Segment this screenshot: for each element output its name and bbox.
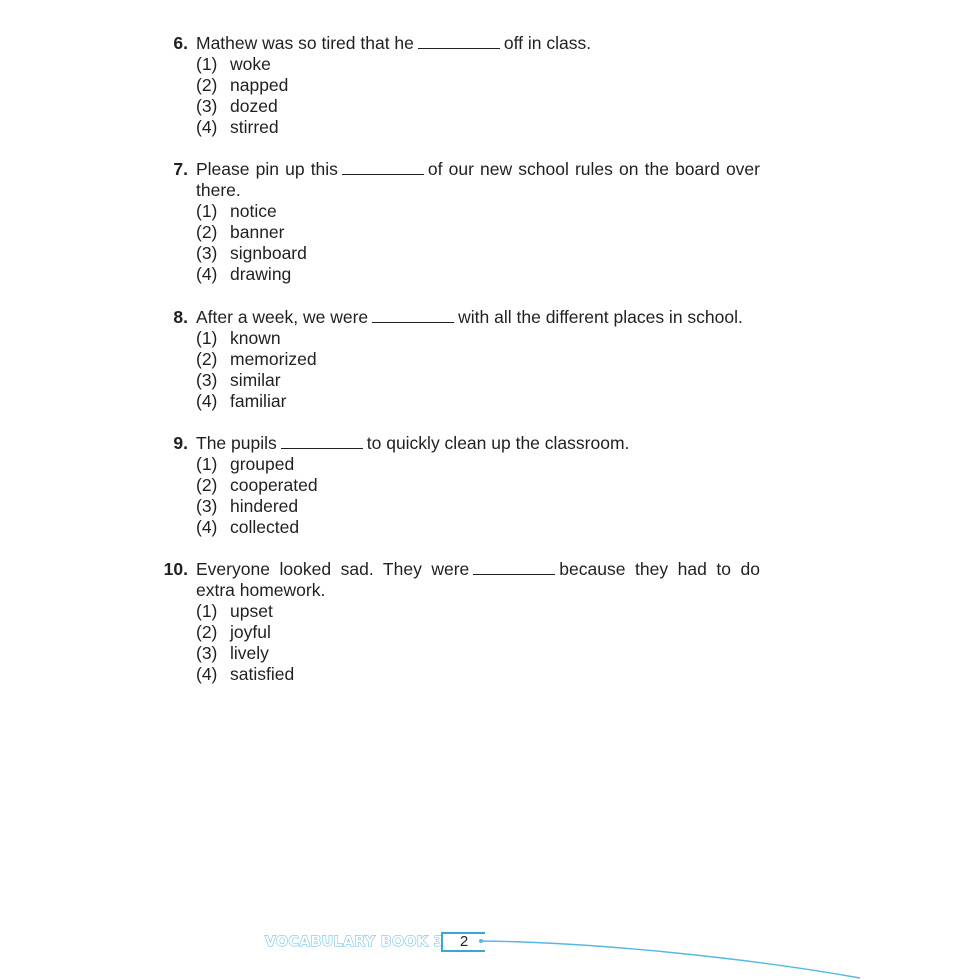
option-1: (1) grouped bbox=[196, 454, 295, 474]
book-title: VOCABULARY BOOK 3 bbox=[265, 934, 444, 950]
option-2: (2) memorized bbox=[196, 349, 317, 369]
question-stem bbox=[196, 159, 760, 201]
stem-after: because they had to do extra homework. bbox=[196, 559, 760, 600]
question-stem bbox=[196, 433, 760, 454]
question-9 bbox=[160, 433, 760, 538]
page-footer bbox=[0, 920, 980, 980]
option-1: (1) notice bbox=[196, 201, 277, 221]
answer-blank bbox=[473, 560, 555, 575]
question-10 bbox=[160, 559, 760, 685]
question-number: 10. bbox=[163, 559, 188, 579]
option-4: (4) familiar bbox=[196, 391, 287, 411]
page-number: 2 bbox=[441, 932, 485, 952]
option-4: (4) satisfied bbox=[196, 664, 295, 684]
answer-blank bbox=[342, 160, 424, 175]
option-1: (1) known bbox=[196, 328, 281, 348]
option-3: (3) similar bbox=[196, 370, 281, 390]
question-number: 8. bbox=[173, 307, 188, 327]
stem-before: Everyone looked sad. They were bbox=[196, 559, 470, 579]
option-3: (3) lively bbox=[196, 643, 269, 663]
option-3: (3) hindered bbox=[196, 496, 299, 516]
option-4: (4) collected bbox=[196, 517, 300, 537]
stem-before: After a week, we were bbox=[196, 307, 369, 327]
question-stem bbox=[196, 559, 760, 601]
option-3: (3) signboard bbox=[196, 243, 307, 263]
question-number: 9. bbox=[173, 433, 188, 453]
option-1: (1) upset bbox=[196, 601, 273, 621]
option-1: (1) woke bbox=[196, 54, 271, 74]
answer-blank bbox=[418, 34, 500, 49]
option-2: (2) napped bbox=[196, 75, 289, 95]
options-list bbox=[160, 454, 760, 538]
option-3: (3) dozed bbox=[196, 96, 278, 116]
options-list bbox=[160, 54, 760, 138]
option-2: (2) banner bbox=[196, 222, 285, 242]
stem-before: The pupils bbox=[196, 433, 277, 453]
stem-before: Please pin up this bbox=[196, 159, 338, 179]
question-stem bbox=[196, 33, 760, 54]
options-list bbox=[160, 601, 760, 685]
footer-swoosh-decoration bbox=[0, 920, 980, 980]
question-7 bbox=[160, 159, 760, 285]
option-4: (4) stirred bbox=[196, 117, 279, 137]
question-number: 6. bbox=[173, 33, 188, 53]
stem-after: with all the different places in school. bbox=[458, 307, 743, 327]
question-8 bbox=[160, 307, 760, 412]
option-2: (2) cooperated bbox=[196, 475, 318, 495]
options-list bbox=[160, 201, 760, 285]
answer-blank bbox=[372, 308, 454, 323]
stem-before: Mathew was so tired that he bbox=[196, 33, 414, 53]
stem-after: to quickly clean up the classroom. bbox=[366, 433, 630, 453]
option-4: (4) drawing bbox=[196, 264, 292, 284]
options-list bbox=[160, 328, 760, 412]
stem-after: of our new school rules on the board over there. bbox=[196, 159, 760, 200]
question-number: 7. bbox=[173, 159, 188, 179]
answer-blank bbox=[281, 434, 363, 449]
question-stem bbox=[196, 307, 760, 328]
stem-after: off in class. bbox=[503, 33, 592, 53]
question-6 bbox=[160, 33, 760, 138]
option-2: (2) joyful bbox=[196, 622, 271, 642]
